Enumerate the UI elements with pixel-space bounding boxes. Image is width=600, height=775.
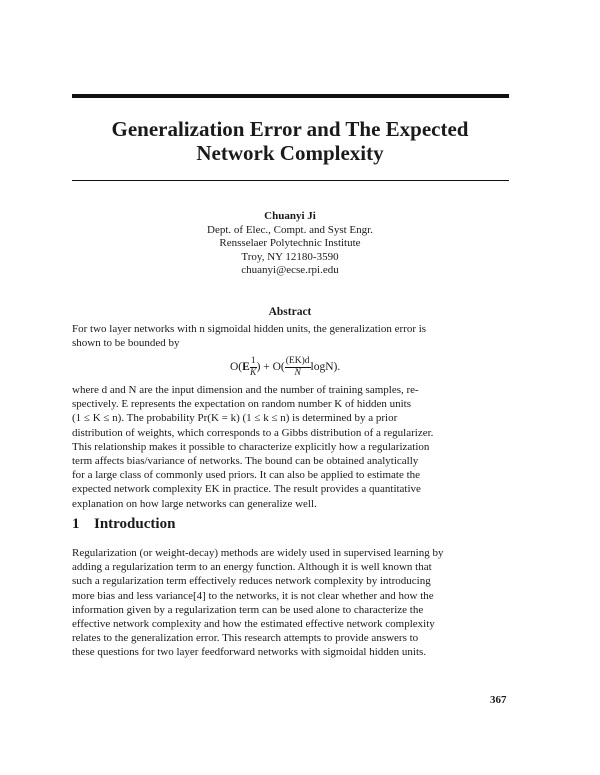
intro-line: Regularization (or weight-decay) methods are widely used in supervised learning by bbox=[72, 547, 444, 559]
section-number: 1 bbox=[72, 516, 80, 532]
page-number: 367 bbox=[490, 694, 507, 706]
abstract-line: shown to be bounded by bbox=[72, 337, 180, 350]
intro-line: these questions for two layer feedforward networks with sigmoidal hidden units. bbox=[72, 646, 427, 659]
formula-fraction-1 bbox=[250, 356, 257, 379]
author-name: Chuanyi Ji bbox=[264, 210, 316, 222]
abstract-body bbox=[72, 383, 512, 511]
title-line-1: Generalization Error and The Expected bbox=[111, 117, 469, 141]
fraction-1-numerator: 1 bbox=[250, 356, 256, 366]
fraction-2-denominator: N bbox=[294, 368, 301, 378]
abstract-line: For two layer networks with n sigmoidal hidden units, the generalization error is bbox=[72, 323, 427, 335]
formula-fraction-2 bbox=[285, 356, 311, 379]
abstract-line: spectively. E represents the expectation on random number K of hidden units bbox=[72, 398, 411, 411]
intro-line: relates to the generalization error. This research attempts to provide answers to bbox=[72, 632, 419, 645]
abstract-intro bbox=[72, 322, 512, 350]
intro-line: more bias and less variance[4] to the networks, it is not clear whether and how the bbox=[72, 589, 434, 602]
intro-line: information given by a regularization term can be used alone to characterize the bbox=[72, 603, 424, 616]
fraction-2-numerator: (EK)d bbox=[285, 356, 310, 366]
formula-middle: ) + O( bbox=[256, 361, 285, 374]
intro-line: such a regularization term effectively reduces network complexity by introducing bbox=[72, 575, 431, 588]
abstract-line: term affects bias/variance of networks. The bound can be obtained analytically bbox=[72, 455, 419, 468]
intro-line: adding a regularization term to an energy function. Although it is well known that bbox=[72, 561, 432, 574]
abstract-line: for a large class of commonly used priors. It can also be applied to estimate the bbox=[72, 469, 421, 482]
abstract-line: expected network complexity EK in practice. The result provides a quantitative bbox=[72, 483, 421, 496]
section-heading-introduction bbox=[72, 516, 175, 533]
abstract-line: explanation on how large networks can generalize well. bbox=[72, 497, 317, 510]
intro-line: effective network complexity and how the estimated effective network complexity bbox=[72, 618, 435, 631]
abstract-line: (1 ≤ K ≤ n). The probability Pr(K = k) (1 ≤ k ≤ n) is determined by a prior bbox=[72, 412, 398, 425]
bound-formula bbox=[230, 356, 340, 379]
introduction-paragraph bbox=[72, 546, 512, 660]
author-dept: Dept. of Elec., Compt. and Syst Engr. bbox=[207, 223, 373, 236]
abstract-line: distribution of weights, which corresponds to a Gibbs distribution of a regularizer. bbox=[72, 426, 434, 439]
formula-expectation: E bbox=[242, 361, 250, 374]
author-email: chuanyi@ecse.rpi.edu bbox=[241, 264, 339, 276]
abstract-line: where d and N are the input dimension and the number of training samples, re- bbox=[72, 384, 419, 396]
abstract-line: This relationship makes it possible to characterize explicitly how a regularization bbox=[72, 440, 430, 453]
title-line-2: Network Complexity bbox=[196, 141, 384, 165]
title-bottom-rule bbox=[72, 180, 509, 181]
abstract-heading: Abstract bbox=[268, 306, 312, 318]
section-title: Introduction bbox=[94, 516, 176, 532]
author-city: Troy, NY 12180-3590 bbox=[241, 250, 339, 263]
formula-prefix: O( bbox=[230, 361, 243, 374]
author-institute: Rensselaer Polytechnic Institute bbox=[219, 237, 361, 249]
fraction-1-denominator: K bbox=[250, 368, 257, 378]
paper-title bbox=[60, 117, 520, 165]
top-rule bbox=[72, 94, 509, 98]
author-block bbox=[150, 210, 430, 278]
formula-suffix: logN). bbox=[310, 361, 341, 374]
